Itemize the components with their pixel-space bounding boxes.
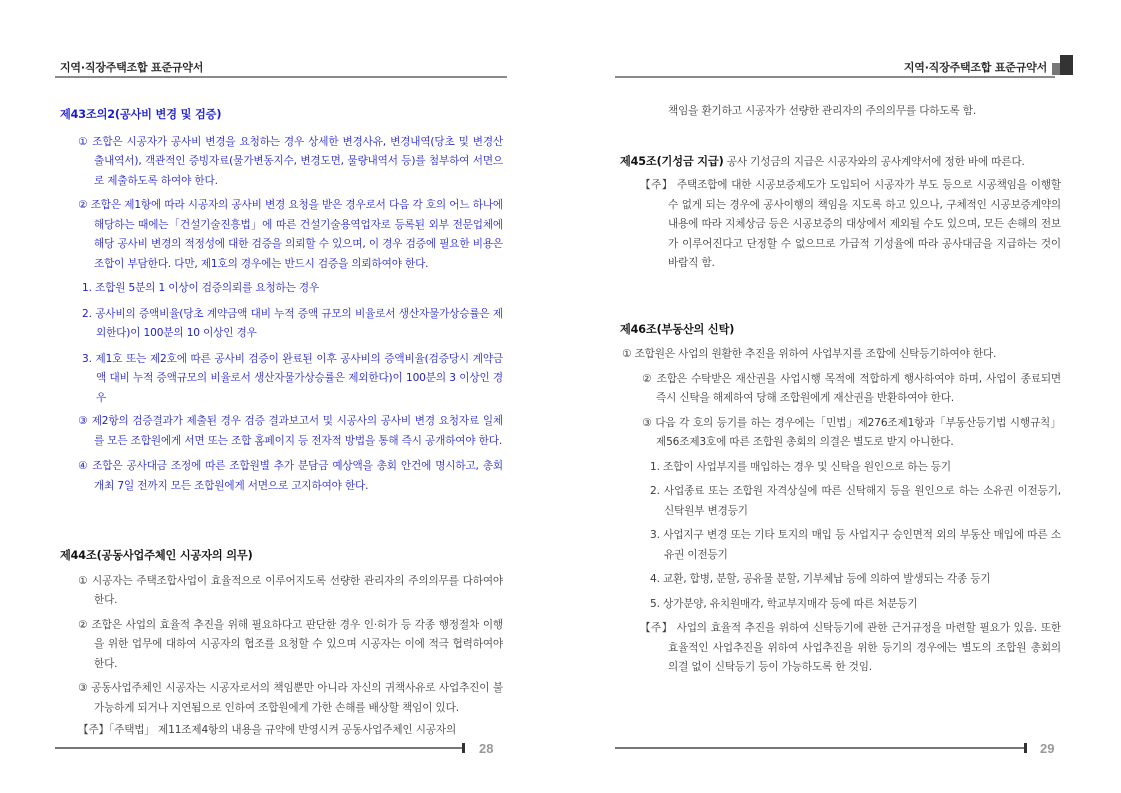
article-43-2-item-1: 1. 조합원 5분의 1 이상이 검증의뢰를 요청하는 경우 <box>82 282 320 294</box>
article-46-item-2: 2. 사업종료 또는 조합원 자격상실에 따른 신탁해지 등을 원인으로 하는 소유권 이전등기, 신탁원부 변경등기 <box>650 485 1061 517</box>
header-divider <box>55 76 507 78</box>
header-accent-block <box>1060 55 1073 75</box>
page-header: 지역·직장주택조합 표준규약서 <box>60 61 204 74</box>
article-45-note: 【주】 주택조합에 대한 시공보증제도가 도입되어 시공자가 부도 등으로 시공책임을 이행할 수 없게 되는 경우에 공사이행의 책임을 지도록 하고 있으나, 구체적인 시공보증계약의 내용에 따라 지체상금 등은 시공보증의 대상에서 제외될 수도 있으며, 모든 손해의 전보가 이루어진다고 단정할 수 없으므로 가급적 기성율에 따라 공사대금을 지급하는 것이 바람직 함. <box>640 179 1061 269</box>
article-45-body <box>620 152 1061 173</box>
article-46-para-1: ① 조합원은 사업의 원활한 추진을 위하여 사업부지를 조합에 신탁등기하여야 한다. <box>622 348 997 360</box>
article-46-note: 【주】 사업의 효율적 추진을 위하여 신탁등기에 관한 근거규정을 마련할 필요가 있음. 또한 효율적인 사업추진을 위하여 사업추진을 위한 등기의 경우에는 별도의 조합원 총회의 의결 없이 신탁등기 등이 가능하도록 한 것임. <box>640 622 1061 673</box>
page-number: 29 <box>1040 741 1055 756</box>
article-43-2-para-2: ② 조합은 제1항에 따라 시공자의 공사비 변경 요청을 받은 경우로서 다음 각 호의 어느 하나에 해당하는 때에는「건설기술진흥법」에 따른 건설기술용역업자로 등록된 외부 전문업체에 해당 공사비 변경의 적정성에 대한 검증을 의뢰할 수 있으며, 이 경우 검증에 필요한 비용은 조합이 부담한다. 다만, 제1호의 경우에는 반드시 검증을 의뢰하여야 한다. <box>78 199 503 270</box>
right-page-body <box>620 102 1061 678</box>
footer-tick-mark <box>462 743 465 753</box>
article-44-para-1: ① 시공자는 주택조합사업이 효율적으로 이루어지도록 선량한 관리자의 주의의무를 다하여야 한다. <box>78 574 503 606</box>
footer-divider <box>55 747 463 749</box>
page-number: 28 <box>479 741 494 756</box>
page-header: 지역·직장주택조합 표준규약서 <box>903 61 1047 74</box>
article-46-para-3: ③ 다음 각 호의 등기를 하는 경우에는「민법」제276조제1항과「부동산등기법 시행규칙」제56조제3호에 따른 조합원 총회의 의결은 별도로 받지 아니한다. <box>642 416 1061 448</box>
page-body <box>60 100 503 741</box>
article-43-2-item-2: 2. 공사비의 증액비율(당초 계약금액 대비 누적 증액 규모의 비율로서 생산자물가상승률은 제외한다)이 100분의 10 이상인 경우 <box>82 307 503 339</box>
article-44-note: 【주】「주택법」 제11조제4항의 내용을 규약에 반영시켜 공동사업주체인 시공자의 <box>78 724 457 736</box>
continued-note-text: 책임을 환기하고 시공자가 선량한 관리자의 주의의무를 다하도록 함. <box>668 105 977 117</box>
article-46-item-4: 4. 교환, 합병, 분할, 공유물 분할, 기부체납 등에 의하여 발생되는 각종 등기 <box>650 573 991 585</box>
article-44-title: 제44조(공동사업주체인 시공자의 의무) <box>60 549 253 562</box>
article-43-2-title: 제43조의2(공사비 변경 및 검증) <box>60 108 222 121</box>
article-43-2-para-3: ③ 제2항의 검증결과가 제출된 경우 검증 결과보고서 및 시공사의 공사비 변경 요청자료 일체를 모든 조합원에게 서면 또는 조합 홈페이지 등 전자적 방법을 통해 즉시 공개하여야 한다. <box>78 415 503 447</box>
article-45-text: 공사 기성금의 지급은 시공자와의 공사계약서에 정한 바에 따른다. <box>723 155 1025 168</box>
article-44-para-3: ③ 공동사업주체인 시공자는 시공자로서의 책임뿐만 아니라 자신의 귀책사유로 사업추진이 불가능하게 되거나 지연됨으로 인하여 조합원에게 가한 손해를 배상할 책임이 있다. <box>78 682 503 714</box>
article-45-title: 제45조(기성금 지급) <box>620 154 724 168</box>
article-43-2-item-3: 3. 제1호 또는 제2호에 따른 공사비 검증이 완료된 이후 공사비의 증액비율(검증당시 계약금액 대비 누적 증액규모의 비율로서 생산자물가상승률은 제외한다)이 100분의 3 이상인 경우 <box>82 352 503 404</box>
article-46-title: 제46조(부동산의 신탁) <box>620 322 735 336</box>
article-44-para-2: ② 조합은 사업의 효율적 추진을 위해 필요하다고 판단한 경우 인·허가 등 각종 행정절차 이행을 위한 업무에 대하여 시공자의 협조를 요청할 수 있으며 시공자는 이에 적극 협력하여야 한다. <box>78 618 503 670</box>
article-46-item-5: 5. 상가분양, 유치원매각, 학교부지매각 등에 따른 처분등기 <box>650 597 918 610</box>
article-46-para-2: ② 조합은 수탁받은 재산권을 사업시행 목적에 적합하게 행사하여야 하며, 사업이 종료되면 즉시 신탁을 해제하여 당해 조합원에게 재산권을 반환하여야 한다. <box>642 372 1061 404</box>
article-46-item-1: 1. 조합이 사업부지를 매입하는 경우 및 신탁을 원인으로 하는 등기 <box>650 460 951 473</box>
article-46-item-3: 3. 사업지구 변경 또는 기타 토지의 매입 등 사업지구 승인면적 외의 부동산 매입에 따른 소유권 이전등기 <box>650 529 1061 561</box>
left-page <box>0 0 560 793</box>
article-43-2-para-1: ① 조합은 시공자가 공사비 변경을 요청하는 경우 상세한 변경사유, 변경내역(당초 및 변경산출내역서), 객관적인 증빙자료(물가변동지수, 변경도면, 물량내역서 등)를 첨부하여 서면으로 제출하도록 하여야 한다. <box>78 135 503 187</box>
footer-divider <box>615 747 1025 749</box>
header-divider <box>615 76 1055 78</box>
article-43-2-para-4: ④ 조합은 공사대금 조정에 따른 조합원별 추가 분담금 예상액을 총회 안건에 명시하고, 총회 개최 7일 전까지 모든 조합원에게 서면으로 고지하여야 한다. <box>78 460 503 492</box>
footer-tick-mark <box>1024 743 1027 753</box>
